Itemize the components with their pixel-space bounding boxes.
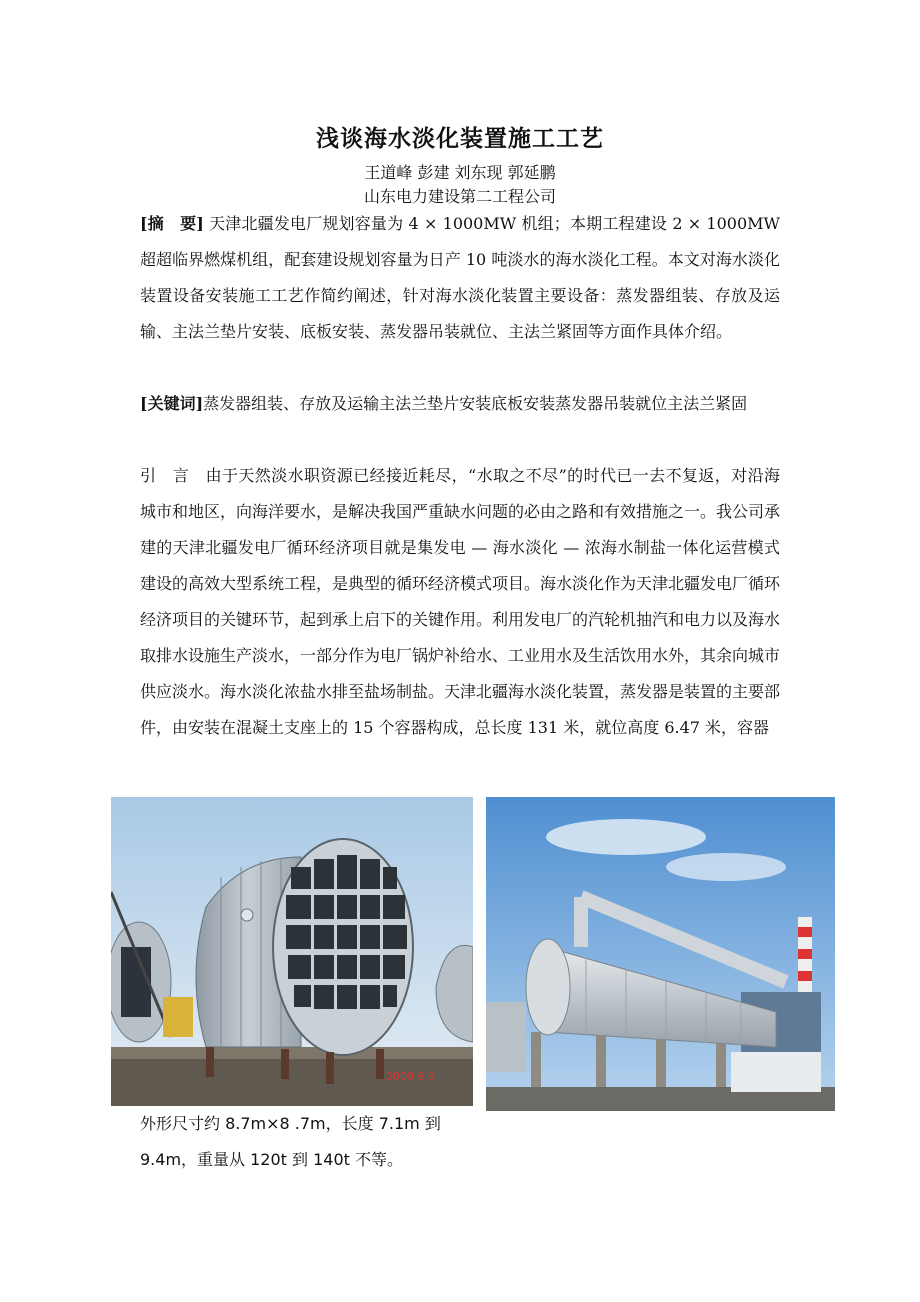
keywords-paragraph <box>140 386 780 422</box>
abstract-text: 天津北疆发电厂规划容量为 4 × 1000MW 机组；本期工程建设 2 × 1000MW 超超临界燃煤机组，配套建设规划容量为日产 10 吨淡水的海水淡化工程。本文对海水淡化装置设备安装施工工艺作简约阐述，针对海水淡化装置主要设备：蒸发器组装、存放及运输、主法兰垫片安装、底板安装、蒸发器吊装就位、主法兰紧固等方面作具体介绍。 <box>140 214 780 341</box>
evaporator-train-photo <box>486 797 835 1111</box>
caption-line-2: 9.4m，重量从 120t 到 140t 不等。 <box>140 1150 404 1169</box>
intro-text: 由于天然淡水职资源已经接近耗尽，“水取之不尽”的时代已一去不复返，对沿海城市和地区，向海洋要水，是解决我国严重缺水问题的必由之路和有效措施之一。我公司承建的天津北疆发电厂循环经济项目就是集发电 — 海水淡化 — 浓海水制盐一体化运营模式建设的高效大型系统工程，是典型的循环经济模式项目。海水淡化作为天津北疆发电厂循环经济项目的关键环节，起到承上启下的关键作用。利用发电厂的汽轮机抽汽和电力以及海水取排水设施生产淡水，一部分作为电厂锅炉补给水、工业用水及生活饮用水外，其余向城市供应淡水。海水淡化浓盐水排至盐场制盐。天津北疆海水淡化装置，蒸发器是装置的主要部件，由安装在混凝土支座上的 15 个容器构成，总长度 131 米，就位高度 6.47 米，容器 <box>140 466 781 737</box>
caption-line-1: 外形尺寸约 8.7m×8 .7m，长度 7.1m 到 <box>140 1114 441 1133</box>
page-title: 浅谈海水淡化装置施工工艺 <box>316 125 604 152</box>
abstract-paragraph <box>140 206 780 350</box>
evaporator-module-photo <box>111 797 473 1106</box>
abstract-label: [摘 要] <box>140 214 204 233</box>
intro-paragraph <box>140 458 780 746</box>
authors: 王道峰 彭建 刘东现 郭延鹏 <box>364 163 556 182</box>
keywords-text: 蒸发器组装、存放及运输主法兰垫片安装底板安装蒸发器吊装就位主法兰紧固 <box>203 394 748 413</box>
keywords-label: [关键词] <box>140 394 204 413</box>
affiliation: 山东电力建设第二工程公司 <box>363 187 556 206</box>
photo-date-stamp: 2009 6 5 <box>386 1070 435 1083</box>
intro-label: 引 言 <box>140 466 190 485</box>
